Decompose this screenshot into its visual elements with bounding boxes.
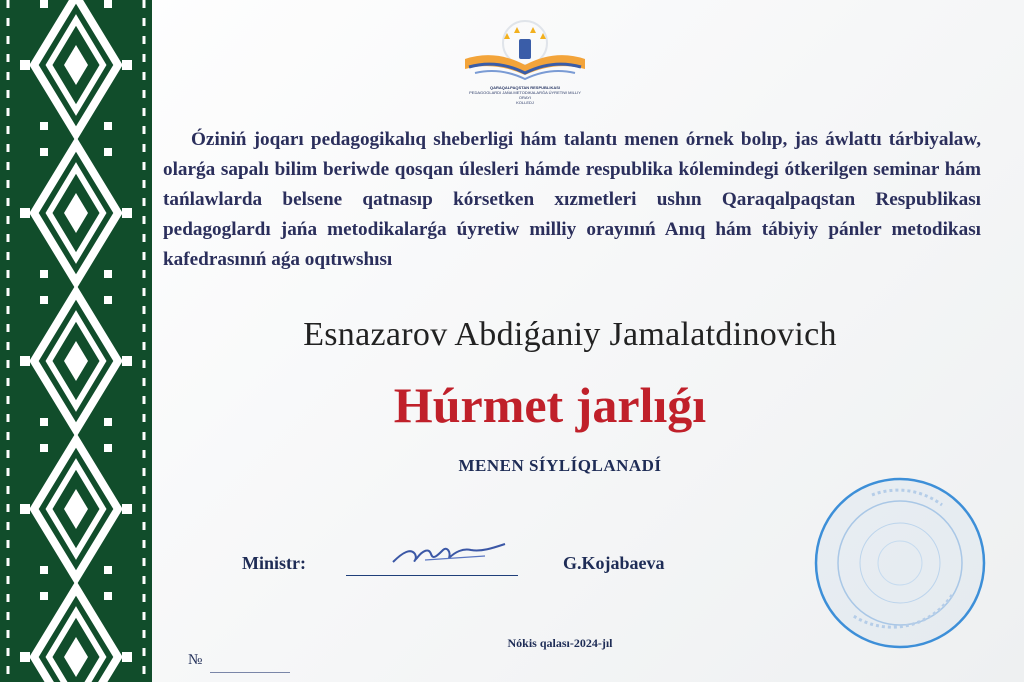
minister-label: Ministr:: [242, 553, 306, 573]
ornament-pattern: [0, 0, 152, 682]
award-subtitle: MENEN SÍYLÍQLANADÍ: [458, 456, 662, 475]
certificate-number-label: №: [188, 652, 203, 668]
institution-logo: [455, 15, 595, 105]
certificate-number-line: [210, 672, 290, 673]
place-and-year: Nókis qalası-2024-jıl: [507, 636, 613, 650]
logo-caption: [465, 85, 585, 105]
logo-caption-line: PEDAGOGLARDI JAŃA METODIKALARǴA ÚYRETIW MILLIY ORAYI: [469, 90, 581, 100]
certificate-body-text: Óziniń joqarı pedagogikalıq sheberligi hám talantı menen órnek bolıp, jas áwlattı tárbiyalaw, olarǵa sapalı bilim beriwde qosqan úlesleri hámde respublika kólemindegi ótkerilgen seminar hám tańlawlarda belsene qatnasıp kórsetken xızmetleri ushın Qaraqalpaqstan Respublikası pedagoglardı jańa metodikalarǵa úyretiw milliy orayınıń Anıq hám tábiyiy pánler metodikası kafedrasınıń aǵa oqıtıwshısı: [163, 129, 981, 270]
logo-caption-line: KOLLEDJ: [516, 100, 534, 105]
handwritten-signature-icon: [385, 530, 515, 575]
logo-caption-line: QARAQALPAQSTAN RESPUBLIKASI: [489, 85, 561, 90]
ornamental-border: [0, 0, 152, 682]
recipient-name: Esnazarov Abdiǵaniy Jamalatdinovich: [303, 316, 837, 353]
official-seal-stamp-icon: [812, 475, 988, 651]
minister-name: G.Kojabaeva: [563, 553, 665, 573]
award-title: Húrmet jarlıǵı: [393, 377, 707, 433]
signature-line: [346, 575, 518, 576]
